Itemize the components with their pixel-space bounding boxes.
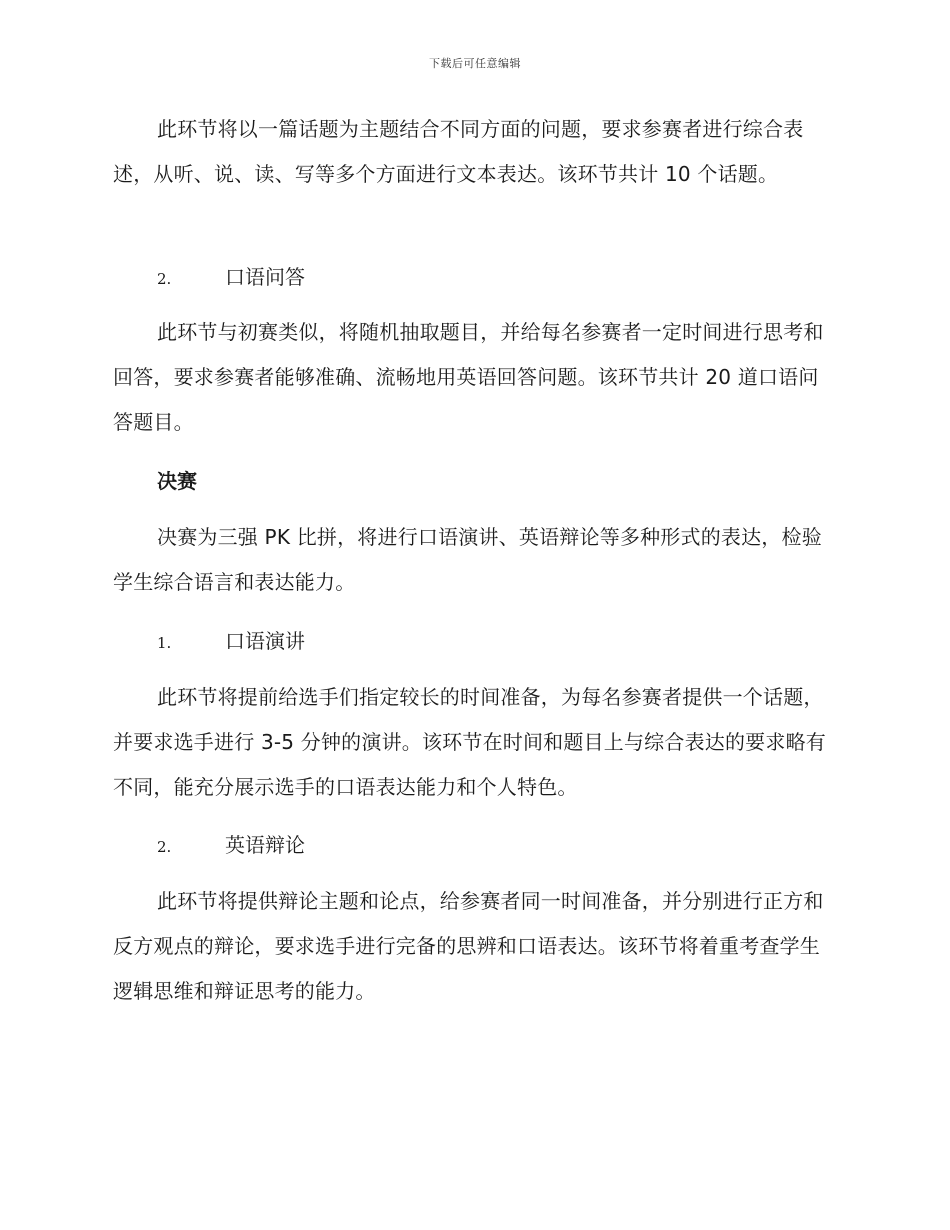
list-number: 1. xyxy=(157,634,172,652)
list-item-label: 口语演讲 xyxy=(225,629,305,653)
list-item-debate xyxy=(157,830,305,862)
page-header: 下载后可任意编辑 xyxy=(429,57,521,70)
list-item-oral-qa xyxy=(157,262,305,294)
list-number: 2. xyxy=(157,270,172,288)
list-item-label: 英语辩论 xyxy=(225,833,305,857)
section-heading-final: 决赛 xyxy=(157,469,197,493)
list-item-label: 口语问答 xyxy=(225,265,305,289)
paragraph-speech: 此环节将提前给选手们指定较长的时间准备，为每名参赛者提供一个话题，并要求选手进行 3-5 分钟的演讲。该环节在时间和题目上与综合表达的要求略有不同，能充分展示选手的口语表达能力和个人特色。 xyxy=(113,685,826,799)
paragraph-oral-qa: 此环节与初赛类似，将随机抽取题目，并给每名参赛者一定时间进行思考和回答，要求参赛者能够准确、流畅地用英语回答问题。该环节共计 20 道口语问答题目。 xyxy=(113,320,824,434)
paragraph-debate: 此环节将提供辩论主题和论点，给参赛者同一时间准备，并分别进行正方和反方观点的辩论，要求选手进行完备的思辨和口语表达。该环节将着重考查学生逻辑思维和辩证思考的能力。 xyxy=(113,889,824,1003)
list-number: 2. xyxy=(157,838,172,856)
paragraph-final-intro: 决赛为三强 PK 比拼，将进行口语演讲、英语辩论等多种形式的表达，检验学生综合语言和表达能力。 xyxy=(113,525,822,594)
paragraph-comprehensive-expression: 此环节将以一篇话题为主题结合不同方面的问题，要求参赛者进行综合表述，从听、说、读、写等多个方面进行文本表达。该环节共计 10 个话题。 xyxy=(113,117,804,186)
list-item-speech xyxy=(157,626,305,658)
